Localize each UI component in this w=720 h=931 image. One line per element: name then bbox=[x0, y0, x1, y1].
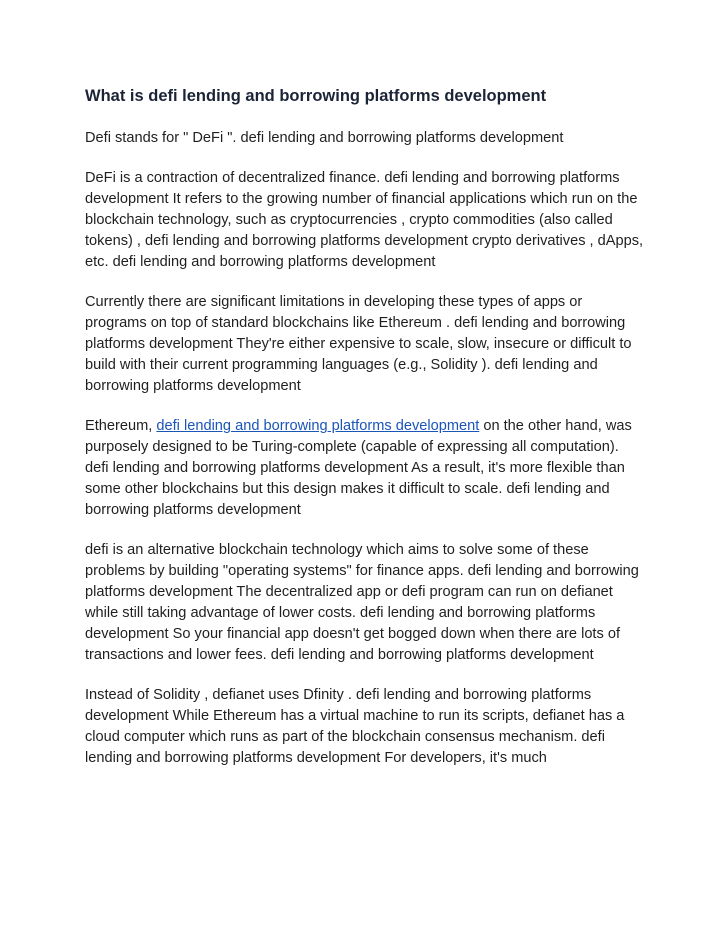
document-body bbox=[85, 84, 645, 788]
defi-development-link[interactable]: defi lending and borrowing platforms development bbox=[156, 418, 480, 434]
paragraph-defi-contraction: DeFi is a contraction of decentralized finance. defi lending and borrowing platforms development It refers to the growing number of financial applications which run on the blockchain technology, such as cryptocurrencies , crypto commodities (also called tokens) , defi lending and borrowing platforms development crypto derivatives , dApps, etc. defi lending and borrowing platforms development bbox=[85, 170, 644, 270]
paragraph-limitations: Currently there are significant limitations in developing these types of apps or programs on top of standard blockchains like Ethereum . defi lending and borrowing platforms development They're either expensive to scale, slow, insecure or difficult to build with their current programming languages (e.g., Solidity ). defi lending and borrowing platforms development bbox=[85, 294, 632, 394]
paragraph-ethereum-rest: on the other hand, was purposely designed to be Turing-complete (capable of expressing all computation). defi lending and borrowing platforms development As a result, it's more flexible than some other blockchains but this design makes it difficult to scale. defi lending and borrowing platforms development bbox=[85, 418, 632, 518]
paragraph-ethereum bbox=[85, 416, 645, 521]
paragraph-ethereum-lead: Ethereum, bbox=[85, 418, 157, 434]
document-title: What is defi lending and borrowing platforms development bbox=[85, 87, 547, 105]
paragraph-alternative: defi is an alternative blockchain technology which aims to solve some of these problems by building "operating systems" for finance apps. defi lending and borrowing platforms development The decentralized app or defi program can run on defianet while still taking advantage of lower costs. defi lending and borrowing platforms development So your financial app doesn't get bogged down when there are lots of transactions and lower fees. defi lending and borrowing platforms development bbox=[85, 542, 639, 663]
paragraph-defi-definition: Defi stands for " DeFi ". defi lending and borrowing platforms development bbox=[85, 130, 564, 146]
paragraph-solidity: Instead of Solidity , defianet uses Dfinity . defi lending and borrowing platforms development While Ethereum has a virtual machine to run its scripts, defianet has a cloud computer which runs as part of the blockchain consensus mechanism. defi lending and borrowing platforms development For developers, it's much bbox=[85, 687, 625, 766]
